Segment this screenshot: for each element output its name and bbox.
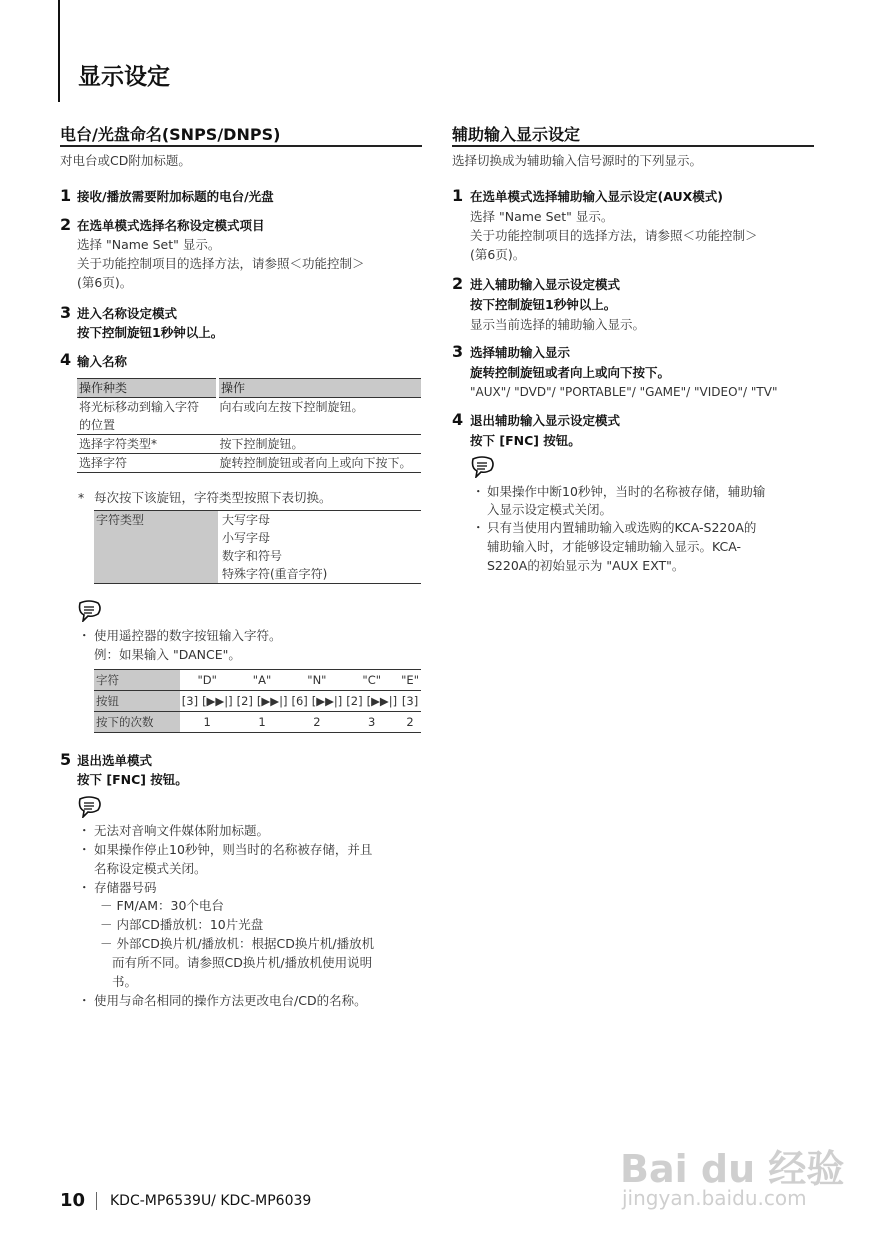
table-cell: [3] bbox=[399, 691, 421, 712]
table-cell: 将光标移动到输入字符 的位置 bbox=[77, 398, 218, 435]
step-number: 4 bbox=[60, 350, 72, 369]
note-text: 无法对音响文件媒体附加标题。 bbox=[94, 823, 270, 838]
footnote: 每次按下该旋钮，字符类型按照下表切换。 bbox=[94, 490, 332, 505]
bullet: ・ bbox=[472, 484, 485, 499]
note-subitem: － FM/AM：30个电台 bbox=[100, 898, 224, 913]
note-icon bbox=[77, 796, 101, 822]
note-text: S220A的初始显示为 "AUX EXT"。 bbox=[487, 558, 685, 573]
note-text: 辅助输入时，才能够设定辅助输入显示。KCA- bbox=[487, 539, 742, 554]
step-text: "AUX"/ "DVD"/ "PORTABLE"/ "GAME"/ "VIDEO"/ "TV" bbox=[470, 385, 778, 399]
bullet: ・ bbox=[472, 520, 485, 535]
watermark-logo: Bai du 经验 bbox=[620, 1147, 845, 1191]
step-title: 接收/播放需要附加标题的电台/光盘 bbox=[77, 189, 274, 204]
step-title: 进入辅助输入显示设定模式 bbox=[470, 277, 621, 292]
table-cell: 2 bbox=[289, 712, 344, 733]
table-cell: 1 bbox=[180, 712, 235, 733]
step-title: 退出辅助输入显示设定模式 bbox=[470, 413, 621, 428]
step-number: 3 bbox=[452, 342, 464, 361]
note-subitem: 书。 bbox=[112, 974, 138, 989]
step-number: 5 bbox=[60, 750, 72, 769]
step-number: 3 bbox=[60, 303, 72, 322]
table-header: 操作种类 bbox=[77, 379, 218, 398]
header-bar bbox=[58, 0, 60, 102]
note-text: 只有当使用内置辅助输入或选购的KCA-S220A的 bbox=[487, 520, 757, 535]
step-number: 1 bbox=[452, 186, 464, 205]
char-type-table bbox=[94, 510, 421, 584]
table-cell: [▶▶|] bbox=[200, 691, 235, 712]
note-text: 例：如果输入 "DANCE"。 bbox=[94, 647, 241, 662]
model-name: KDC-MP6539U/ KDC-MP6039 bbox=[110, 1193, 312, 1209]
table-cell: [2] bbox=[235, 691, 255, 712]
step-instruction: 按下控制旋钮1秒钟以上。 bbox=[77, 325, 224, 340]
bullet: ・ bbox=[78, 628, 91, 643]
table-cell: [6] bbox=[289, 691, 309, 712]
watermark-url: jingyan.baidu.com bbox=[622, 1186, 807, 1210]
section-rule bbox=[60, 145, 422, 147]
table-header: 操作 bbox=[218, 379, 422, 398]
step-title: 在选单模式选择辅助输入显示设定(AUX模式) bbox=[470, 189, 724, 204]
table-cell: [3] bbox=[180, 691, 200, 712]
note-text: 使用与命名相同的操作方法更改电台/CD的名称。 bbox=[94, 993, 367, 1008]
table-label: 按钮 bbox=[94, 691, 180, 712]
note-subitem: － 内部CD播放机：10片光盘 bbox=[100, 917, 264, 932]
example-table bbox=[94, 669, 421, 733]
table-label: 字符 bbox=[94, 670, 180, 691]
bullet: ・ bbox=[78, 993, 91, 1008]
table-label: 按下的次数 bbox=[94, 712, 180, 733]
section-intro: 对电台或CD附加标题。 bbox=[60, 153, 191, 168]
step-number: 1 bbox=[60, 186, 72, 205]
table-label: 字符类型 bbox=[94, 511, 218, 584]
step-instruction: 按下控制旋钮1秒钟以上。 bbox=[470, 297, 617, 312]
bullet: ・ bbox=[78, 842, 91, 857]
section-title-naming: 电台/光盘命名(SNPS/DNPS) bbox=[60, 125, 281, 144]
note-icon bbox=[470, 456, 494, 482]
note-text: 如果操作中断10秒钟，当时的名称被存储，辅助输 bbox=[487, 484, 766, 499]
step-title: 选择辅助输入显示 bbox=[470, 345, 571, 360]
step-instruction: 按下 [FNC] 按钮。 bbox=[77, 772, 188, 787]
page-title: 显示设定 bbox=[78, 64, 170, 90]
table-cell: 1 bbox=[235, 712, 290, 733]
table-cell: "N" bbox=[289, 670, 344, 691]
note-text: 如果操作停止10秒钟，则当时的名称被存储，并且 bbox=[94, 842, 373, 857]
table-cell: [▶▶|] bbox=[310, 691, 345, 712]
note-text: 使用遥控器的数字按钮输入字符。 bbox=[94, 628, 282, 643]
table-cell: [▶▶|] bbox=[255, 691, 290, 712]
table-cell: 大写字母 小写字母 数字和符号 特殊字符(重音字符) bbox=[222, 513, 328, 581]
step-title: 输入名称 bbox=[77, 354, 128, 369]
table-cell: 旋转控制旋钮或者向上或向下按下。 bbox=[218, 454, 422, 473]
note-text: 名称设定模式关闭。 bbox=[94, 861, 207, 876]
step-text: 显示当前选择的辅助输入显示。 bbox=[470, 317, 646, 332]
table-cell: "C" bbox=[344, 670, 399, 691]
step-text: (第6页)。 bbox=[470, 247, 526, 262]
step-text: (第6页)。 bbox=[77, 275, 133, 290]
step-text: 关于功能控制项目的选择方法，请参照＜功能控制＞ bbox=[470, 228, 758, 243]
table-cell: "D" bbox=[180, 670, 235, 691]
section-title-aux: 辅助输入显示设定 bbox=[452, 125, 581, 144]
step-text: 选择 "Name Set" 显示。 bbox=[470, 209, 614, 224]
table-cell: 3 bbox=[344, 712, 399, 733]
step-instruction: 旋转控制旋钮或者向上或向下按下。 bbox=[470, 365, 671, 380]
table-cell: 按下控制旋钮。 bbox=[218, 435, 422, 454]
bullet: ・ bbox=[78, 880, 91, 895]
step-number: 2 bbox=[60, 215, 72, 234]
table-cell: 向右或向左按下控制旋钮。 bbox=[218, 398, 422, 435]
section-intro: 选择切换成为辅助输入信号源时的下列显示。 bbox=[452, 153, 703, 168]
table-cell: [2] bbox=[344, 691, 364, 712]
note-text: 存储器号码 bbox=[94, 880, 157, 895]
bullet: ・ bbox=[78, 823, 91, 838]
table-cell: 2 bbox=[399, 712, 421, 733]
page-number: 10 bbox=[60, 1190, 86, 1211]
table-cell: "A" bbox=[235, 670, 290, 691]
step-number: 2 bbox=[452, 274, 464, 293]
footnote-mark: * bbox=[78, 490, 85, 505]
step-title: 在选单模式选择名称设定模式项目 bbox=[77, 218, 265, 233]
step-text: 关于功能控制项目的选择方法，请参照＜功能控制＞ bbox=[77, 256, 365, 271]
table-cell: 选择字符类型* bbox=[77, 435, 218, 454]
step-instruction: 按下 [FNC] 按钮。 bbox=[470, 433, 581, 448]
section-rule bbox=[452, 145, 814, 147]
step-text: 选择 "Name Set" 显示。 bbox=[77, 237, 221, 252]
footer-separator bbox=[96, 1192, 97, 1210]
note-text: 入显示设定模式关闭。 bbox=[487, 502, 613, 517]
note-subitem: 而有所不同。请参照CD换片机/播放机使用说明 bbox=[112, 955, 373, 970]
step-number: 4 bbox=[452, 410, 464, 429]
step-title: 退出选单模式 bbox=[77, 753, 153, 768]
table-cell: [▶▶|] bbox=[365, 691, 400, 712]
note-subitem: － 外部CD换片机/播放机：根据CD换片机/播放机 bbox=[100, 936, 375, 951]
table-cell: 选择字符 bbox=[77, 454, 218, 473]
table-cell: "E" bbox=[399, 670, 421, 691]
note-icon bbox=[77, 600, 101, 626]
operation-table bbox=[77, 378, 421, 473]
step-title: 进入名称设定模式 bbox=[77, 306, 178, 321]
